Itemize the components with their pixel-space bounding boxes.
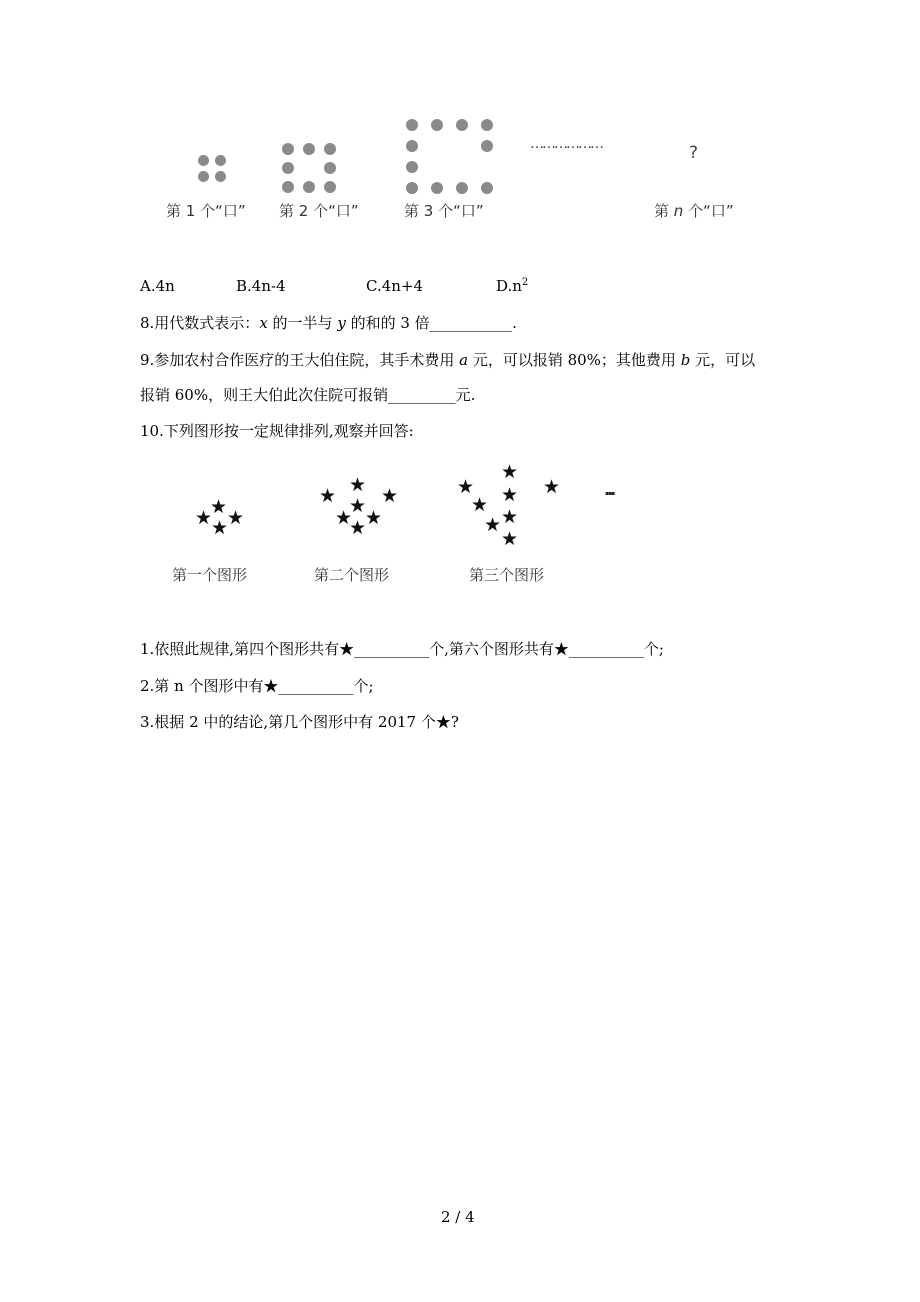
star-icon: ★ — [349, 495, 367, 517]
star-icon: ★ — [484, 514, 502, 536]
dot — [481, 140, 493, 152]
question-9-line-2: 报销 60%，则王大伯此次住院可报销_________元. — [140, 386, 476, 404]
dot-label-2: 第 2 个“口” — [279, 202, 359, 220]
star-label-3: 第三个图形 — [469, 566, 545, 584]
star-icon: ★ — [471, 494, 489, 516]
answer-blank[interactable]: __________ — [568, 640, 644, 658]
dot — [406, 182, 418, 194]
question-9-line-1: 9.参加农村合作医疗的王大伯住院，其手术费用 a 元，可以报销 80%；其他费用 b 元，可以 — [140, 351, 756, 369]
star-icon: ★ — [210, 496, 228, 518]
dot — [282, 143, 294, 155]
dot — [481, 119, 493, 131]
dot-label-1: 第 1 个“口” — [166, 202, 246, 220]
dot — [406, 140, 418, 152]
option-c: C.4n+4 — [366, 277, 424, 295]
star-icon: ★ — [365, 507, 383, 529]
dot — [282, 162, 294, 174]
dot — [406, 119, 418, 131]
dot — [406, 161, 418, 173]
dot — [198, 155, 209, 166]
answer-blank[interactable]: _________ — [388, 386, 456, 404]
option-b: B.4n-4 — [236, 277, 286, 295]
dot — [198, 171, 209, 182]
answer-blank[interactable]: __________ — [354, 640, 430, 658]
star-icon: ★ — [501, 461, 519, 483]
star-icon: ★ — [457, 476, 475, 498]
option-d: $D.n^2$ — [496, 277, 529, 295]
dot — [324, 143, 336, 155]
dot-label-n: 第 n 个“口” — [654, 202, 734, 220]
sub-question-1: 1.依照此规律,第四个图形共有★__________个,第六个图形共有★__________个; — [140, 640, 664, 658]
dot — [282, 181, 294, 193]
star-icon: ★ — [501, 484, 519, 506]
dot-ellipsis: ……………… — [530, 136, 602, 152]
star-icon: ★ — [227, 507, 245, 529]
dot — [324, 181, 336, 193]
star-icon: ★ — [211, 517, 229, 539]
dot — [431, 119, 443, 131]
star-icon: ★ — [501, 528, 519, 550]
page-number: 2 / 4 — [441, 1208, 475, 1226]
question-8: 8.用代数式表示：x 的一半与 y 的和的 3 倍___________. — [140, 314, 517, 332]
star-icon: ★ — [335, 507, 353, 529]
dot — [481, 182, 493, 194]
star-icon: ★ — [319, 485, 337, 507]
star-icon: ★ — [349, 474, 367, 496]
dot — [215, 155, 226, 166]
answer-blank[interactable]: ___________ — [429, 314, 513, 332]
star-label-1: 第一个图形 — [172, 566, 248, 584]
star-ellipsis: ··· — [604, 484, 614, 503]
sub-question-3: 3.根据 2 中的结论,第几个图形中有 2017 个★? — [140, 713, 459, 731]
star-icon: ★ — [349, 517, 367, 539]
star-icon: ★ — [195, 507, 213, 529]
answer-blank[interactable]: __________ — [278, 677, 354, 695]
dot — [324, 162, 336, 174]
dot — [215, 171, 226, 182]
dot — [431, 182, 443, 194]
dot — [456, 119, 468, 131]
star-icon: ★ — [501, 506, 519, 528]
star-icon: ★ — [381, 485, 399, 507]
sub-question-2: 2.第 n 个图形中有★__________个; — [140, 677, 374, 695]
option-a: A.4n — [140, 277, 175, 295]
dot-label-3: 第 3 个“口” — [404, 202, 484, 220]
dot — [456, 182, 468, 194]
question-10-title: 10.下列图形按一定规律排列,观察并回答: — [140, 422, 414, 440]
dot — [303, 181, 315, 193]
star-label-2: 第二个图形 — [314, 566, 390, 584]
dot — [303, 143, 315, 155]
star-icon: ★ — [543, 476, 561, 498]
dot-question-mark: ? — [689, 143, 699, 163]
